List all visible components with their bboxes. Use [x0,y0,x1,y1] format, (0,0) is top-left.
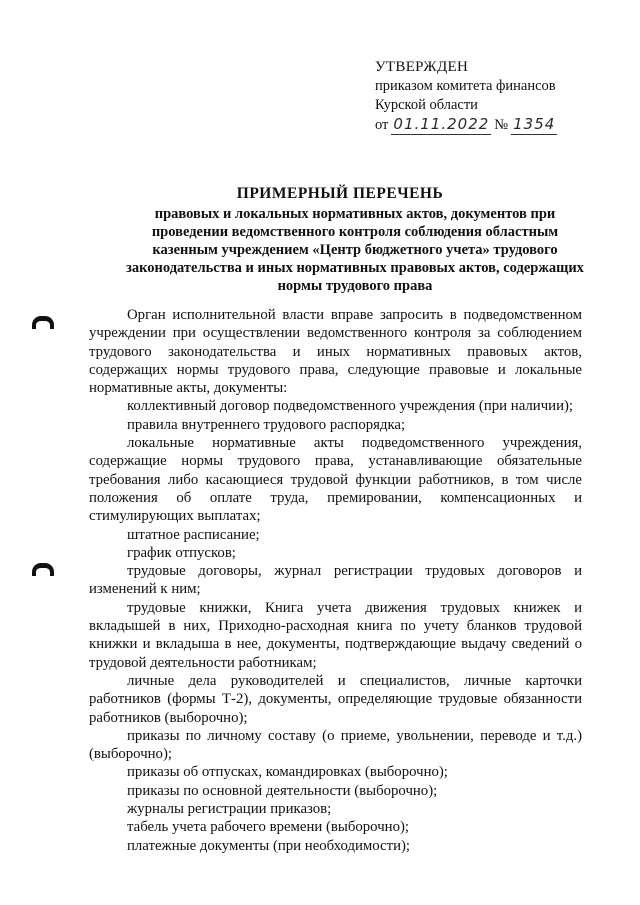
binder-hole-mark-icon [32,563,54,576]
list-item: правила внутреннего трудового распорядка; [127,416,406,433]
list-item: приказы по личному составу (о приеме, увольнении, переводе и т.д.) (выборочно); [89,727,582,763]
list-item: локальные нормативные акты подведомственного учреждения, содержащие нормы трудового права, устанавливающие обязательные требования либо касающиеся трудовой функции работников, в том числе положения об оплате труда, премировании, компенсационных и стимулирующих выплатах; [89,435,582,525]
handwritten-date: 01.11.2022 [393,115,490,133]
number-sign: № [494,117,509,133]
binder-hole-mark-icon [32,316,54,329]
list-item: коллективный договор подведомственного учреждения (при наличии); [127,398,574,415]
intro-paragraph: Орган исполнительной власти вправе запросить в подведомственном учреждении при осуществлении ведомственного контроля за соблюдением трудового законодательства и иных нормативных правовых актов, содержащих нормы трудового права, следующие правовые и локальные нормативные акты, документы: [89,307,582,397]
document-body [89,306,582,855]
list-item: приказы об отпусках, командировках (выборочно); [127,764,448,781]
document-title [90,183,590,295]
approval-stamp [375,58,560,135]
list-item: платежные документы (при необходимости); [127,837,411,854]
list-item: приказы по основной деятельности (выборочно); [127,782,438,799]
list-item: табель учета рабочего времени (выборочно); [127,819,410,836]
title-main: ПРИМЕРНЫЙ ПЕРЕЧЕНЬ [236,185,444,202]
list-item: журналы регистрации приказов; [127,801,332,818]
approval-date-line [375,115,560,135]
list-item: график отпусков; [127,544,236,561]
title-subtitle: правовых и локальных нормативных актов, документов при проведении ведомственного контроля соблюдения областным казенным учреждением «Центр бюджетного учета» трудового законодательства и иных нормативных правовых актов, содержащих нормы трудового права [126,206,584,294]
handwritten-number: 1354 [513,115,556,133]
list-item: штатное расписание; [127,526,260,543]
date-prefix: от [375,117,389,133]
approval-line-2: Курской области [375,97,478,113]
list-item: трудовые договоры, журнал регистрации трудовых договоров и изменений к ним; [89,563,582,598]
approval-heading: УТВЕРЖДЕН [375,59,469,75]
list-item: трудовые книжки, Книга учета движения трудовых книжек и вкладышей в них, Приходно-расходная книга по учету бланков трудовой книжки и вкладыша в нее, документы, подтверждающие выдачу сведений о трудовой деятельности работникам; [89,599,582,671]
approval-line-1: приказом комитета финансов [375,78,556,94]
list-item: личные дела руководителей и специалистов, личные карточки работников (формы Т-2), документы, определяющие трудовые обязанности работников (выборочно); [89,672,582,726]
